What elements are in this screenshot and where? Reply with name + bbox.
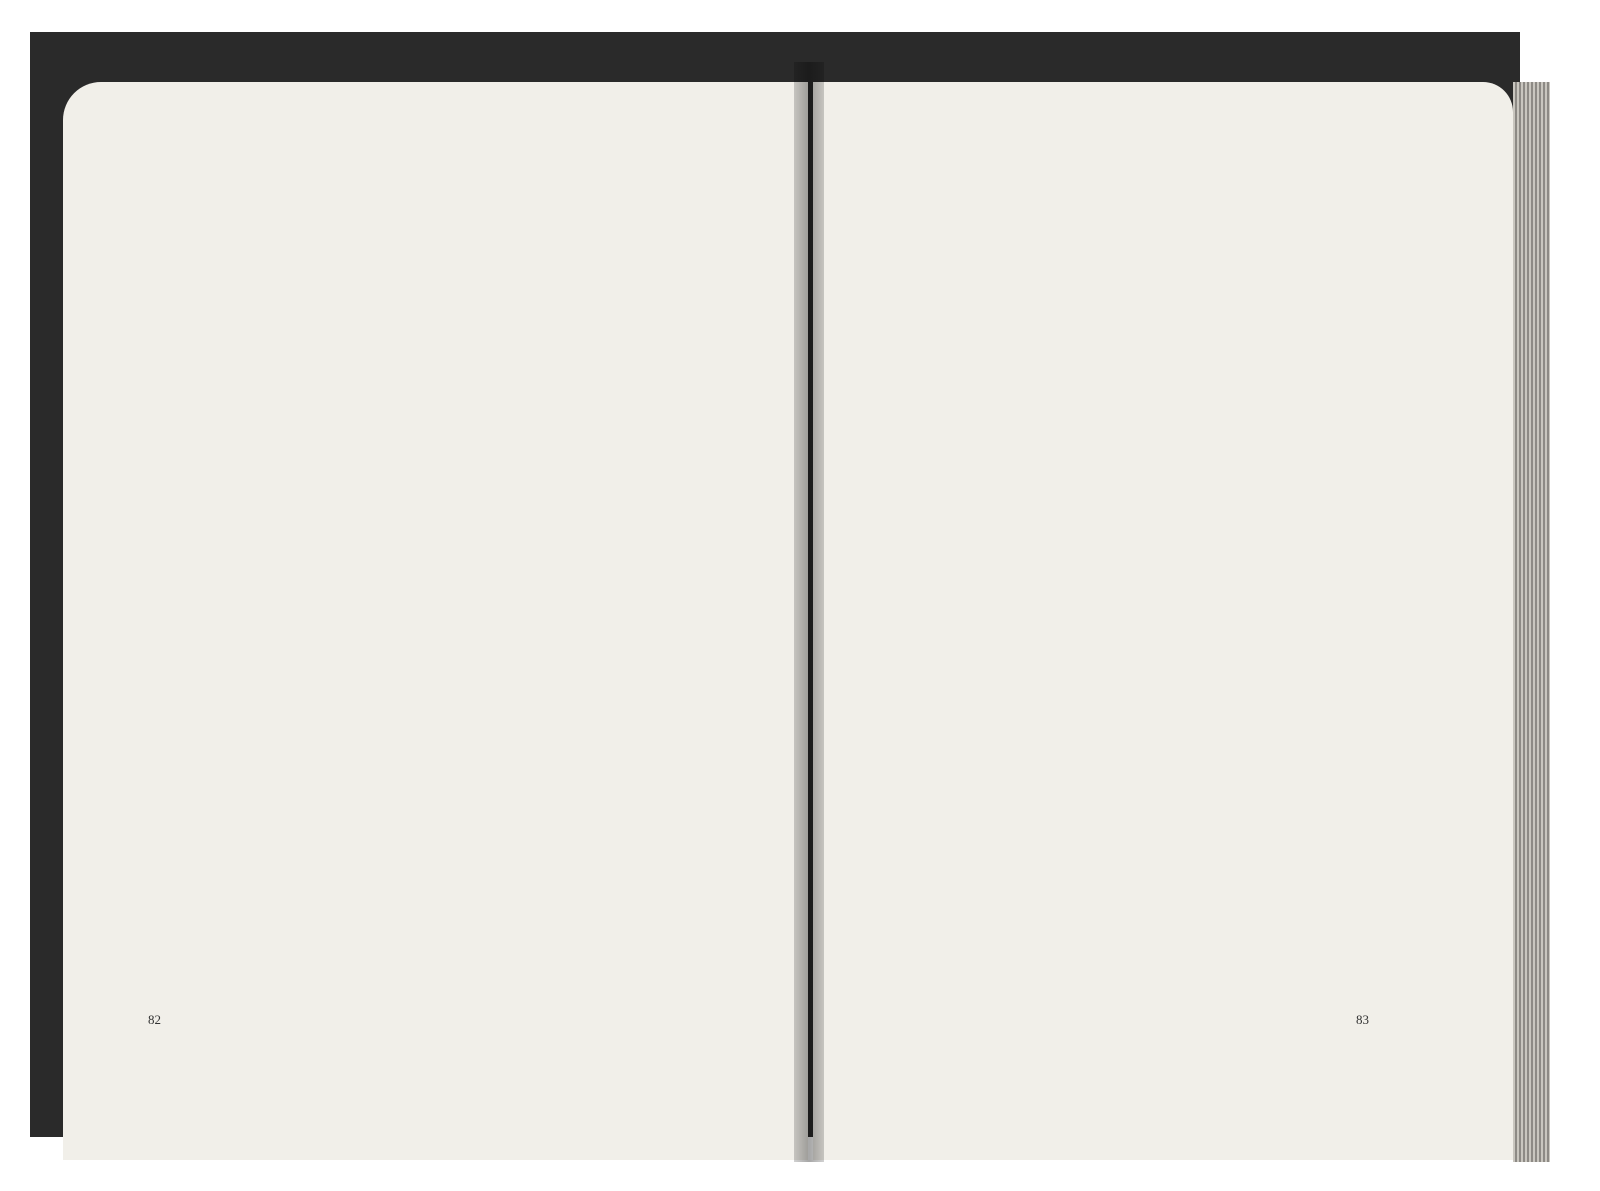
right-page-number: 83 <box>1356 1012 1369 1027</box>
page-edges <box>1513 82 1550 1162</box>
subsection-heading <box>150 420 710 442</box>
left-page-number: 82 <box>148 1012 161 1027</box>
right-subsection-heading <box>817 404 1373 426</box>
right-page-body <box>817 432 1373 1002</box>
chapter-title <box>150 140 610 166</box>
left-page-body <box>150 452 710 1000</box>
section-heading <box>150 362 710 402</box>
chapter-label <box>150 112 610 136</box>
right-page-body-top <box>817 115 1373 400</box>
